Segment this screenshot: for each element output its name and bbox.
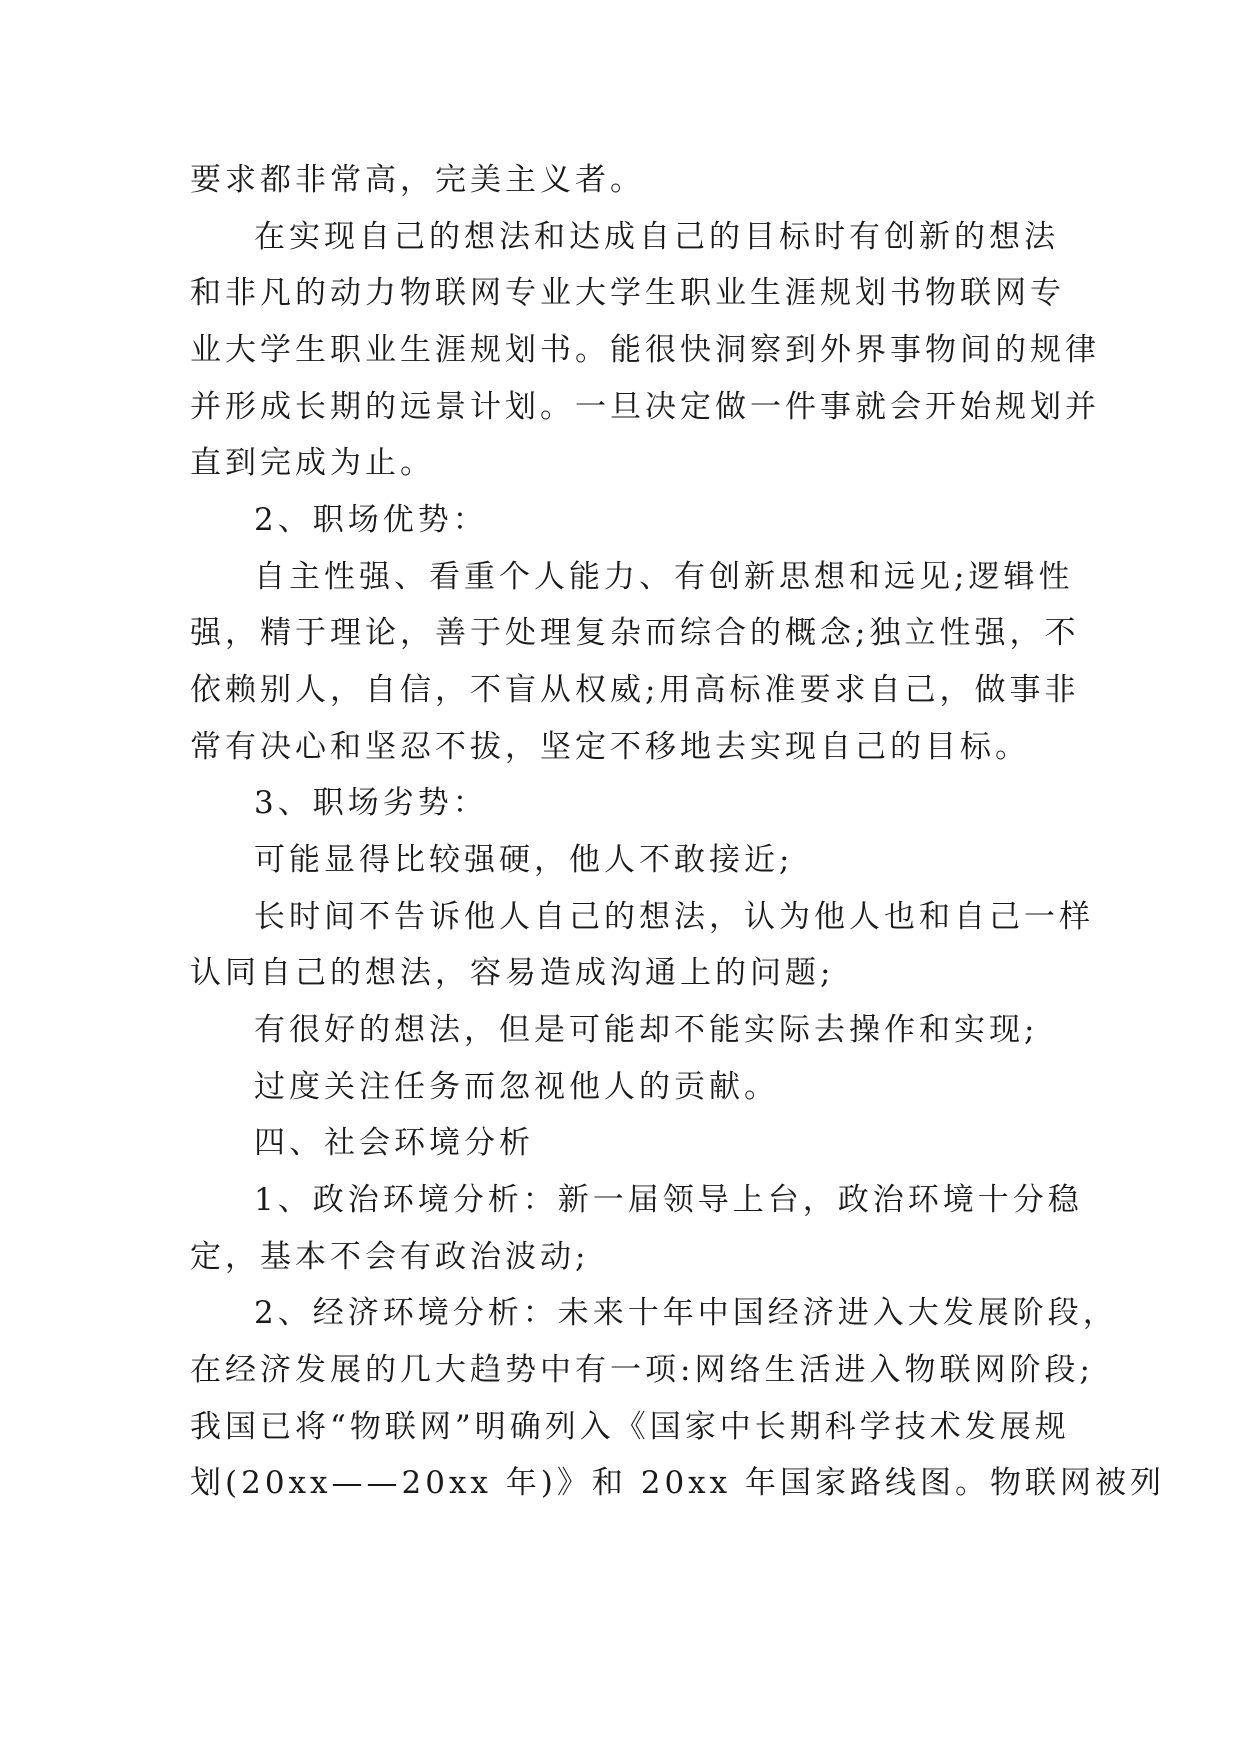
text-line: 长时间不告诉他人自己的想法，认为他人也和自己一样	[254, 899, 1094, 935]
section-heading: 2、职场优势：	[254, 502, 488, 538]
text-line: 1、政治环境分析：新一届领导上台，政治环境十分稳	[254, 1182, 1083, 1218]
text-line: 我国已将“物联网”明确列入《国家中长期科学技术发展规	[190, 1409, 1070, 1445]
text-line: 依赖别人，自信，不盲从权威;用高标准要求自己，做事非	[190, 672, 1080, 708]
text-line: 强，精于理论，善于处理复杂而综合的概念;独立性强，不	[190, 615, 1080, 651]
text-line: 并形成长期的远景计划。一旦决定做一件事就会开始规划并	[190, 389, 1100, 425]
text-line: 要求都非常高，完美主义者。	[190, 162, 645, 198]
text-line: 定，基本不会有政治波动;	[190, 1239, 590, 1275]
text-line: 自主性强、看重个人能力、有创新思想和远见;逻辑性	[254, 559, 1074, 595]
text-line: 划(20xx——20xx 年)》和 20xx 年国家路线图。物联网被列	[190, 1465, 1165, 1501]
section-heading: 四、社会环境分析	[254, 1125, 534, 1161]
text-line: 直到完成为止。	[190, 445, 435, 481]
section-heading: 3、职场劣势：	[254, 785, 488, 821]
text-line: 过度关注任务而忽视他人的贡献。	[254, 1069, 779, 1105]
text-line: 在实现自己的想法和达成自己的目标时有创新的想法	[254, 219, 1059, 255]
text-line: 有很好的想法，但是可能却不能实际去操作和实现;	[254, 1012, 1039, 1048]
text-line: 业大学生职业生涯规划书。能很快洞察到外界事物间的规律	[190, 332, 1100, 368]
text-line: 2、经济环境分析：未来十年中国经济进入大发展阶段，	[254, 1295, 1118, 1331]
text-line: 常有决心和坚忍不拔，坚定不移地去实现自己的目标。	[190, 729, 1030, 765]
text-line: 认同自己的想法，容易造成沟通上的问题;	[190, 955, 835, 991]
text-line: 在经济发展的几大趋势中有一项:网络生活进入物联网阶段;	[190, 1352, 1094, 1388]
text-line: 可能显得比较强硬，他人不敢接近;	[254, 842, 794, 878]
text-line: 和非凡的动力物联网专业大学生职业生涯规划书物联网专	[190, 275, 1065, 311]
